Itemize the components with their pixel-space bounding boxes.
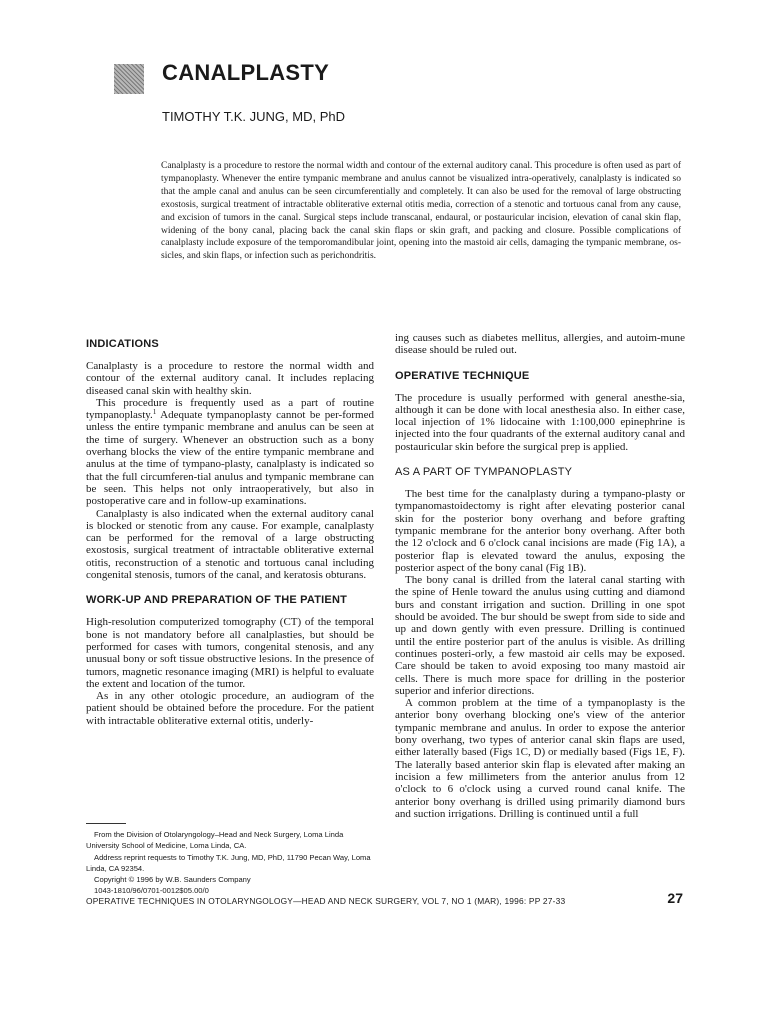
- footnote-copyright: Copyright © 1996 by W.B. Saunders Company: [94, 875, 251, 885]
- section-heading-operative-technique: OPERATIVE TECHNIQUE: [395, 369, 530, 382]
- left-column: [86, 332, 374, 727]
- subsection-heading-tympanoplasty: AS A PART OF TYMPANOPLASTY: [395, 466, 573, 479]
- footnote-divider: [86, 823, 126, 824]
- footnote-doi: 1043-1810/96/0701-0012$05.00/0: [94, 886, 209, 896]
- indications-paragraph-2-end: Adequate tympanoplasty cannot be per-formed unless the entire tympanic membrane and anulus can be seen at the time of surgery. Whenever an obstruction such as a bony overhang blocks the view of the entire tympanic membrane and anulus at the time of tympano-plasty, canalplasty is indicated so that the full circumferen-tial anulus and tympanic membrane can be seen. This helps not only intraoperatively, but also in postoperative care and in follow-up examinations.: [86, 409, 374, 508]
- workup-continuation: ing causes such as diabetes mellitus, allergies, and autoim-mune disease should be ruled out.: [395, 332, 685, 357]
- tympanoplasty-paragraph-1: The best time for the canalplasty during a tympano-plasty or tympanomastoidectomy is right after elevating posterior canal skin for the posterior bony overhang and before grafting tympanic membrane for the anterior bony overhang. After both the 12 o'clock and 6 o'clock canal incisions are made (Fig 1A), a posterior flap is elevated toward the anulus, exposing the posterior aspect of the bony canal (Fig 1B).: [395, 488, 685, 574]
- section-heading-workup: WORK-UP AND PREPARATION OF THE PATIENT: [86, 594, 348, 607]
- footnote-affiliation: From the Division of Otolaryngology–Head and Neck Surgery, Loma Linda University School of Medicine, Loma Linda, CA.: [86, 830, 344, 851]
- tympanoplasty-paragraph-3: A common problem at the time of a tympanoplasty is the anterior bony overhang blocking one's view of the anterior tympanic membrane and anulus. In order to expose the anterior bony overhang, two types of anterior canal skin flaps are used, either laterally based (Figs 1C, D) or medially based (Figs 1E, F). The laterally based anterior skin flap is elevated after making an incision a few millimeters from the anterior anulus from 12 o'clock to 6 o'clock using a curved round canal knife. The anterior bony overhang is drilled using primarily diamond burs and suction irrigations. Drilling is continued until a full: [395, 697, 685, 820]
- footnote-reprint: Address reprint requests to Timothy T.K. Jung, MD, PhD, 11790 Pecan Way, Loma Linda, CA 92354.: [86, 852, 371, 873]
- reference-marker: 1: [152, 408, 157, 417]
- footnotes: [86, 829, 378, 897]
- article-author: TIMOTHY T.K. JUNG, MD, PhD: [162, 109, 345, 124]
- workup-paragraph-2: As in any other otologic procedure, an audiogram of the patient should be obtained before the procedure. For the patient with intractable obliterative external otitis, underly-: [86, 690, 374, 727]
- section-heading-indications: INDICATIONS: [86, 338, 159, 350]
- journal-footer: OPERATIVE TECHNIQUES IN OTOLARYNGOLOGY—HEAD AND NECK SURGERY, VOL 7, NO 1 (MAR), 1996: PP 27-33: [86, 896, 566, 906]
- indications-paragraph-2: [86, 397, 374, 508]
- title-marker-square: [114, 64, 144, 94]
- article-title: CANALPLASTY: [162, 60, 330, 85]
- title-block: [114, 60, 674, 130]
- tympanoplasty-paragraph-2: The bony canal is drilled from the lateral canal starting with the spine of Henle toward the anulus using cutting and diamond burs and constant irrigation and suction. Drilling in one spot should be avoided. The bur should be swept from side to side and up and down gently with even pressure. Drilling is continued until the entire posterior part of the anulus is visible. As drilling continues posteri-orly, a few mastoid air cells may be exposed. Care should be taken to avoid exposing too many mastoid air cells. There is much more space for drilling in the posterior superior and inferior directions.: [395, 574, 685, 697]
- indications-paragraph-3: Canalplasty is also indicated when the external auditory canal is blocked or stenotic from any cause. For example, canalplasty can be performed for the removal of a large obstructing exostosis, surgical treatment of intractable obliterative external otitis, reconstruction of a stenotic and tortuous canal including congenital stenosis, tumors of the canal, and keratosis obturans.: [86, 507, 374, 582]
- operative-paragraph-1: The procedure is usually performed with general anesthe-sia, although it can be done with local anesthesia also. In either case, local injection of 1% lidocaine with 1:100,000 epinephrine is injected into the four quadrants of the external auditory canal and postauricular skin before the surgical prep is applied.: [395, 391, 685, 453]
- page-number: 27: [667, 890, 683, 906]
- abstract: Canalplasty is a procedure to restore the normal width and contour of the external auditory canal. This procedure is often used as part of tympanoplasty. Whenever the entire tympanic membrane and anulus cannot be visualized intra-operatively, canalplasty is indicated so that the ample canal and anulus can be seen circumferentially and completely. It can also be used for the removal of large obstructing exostosis, surgical treatment of intractable obliterative external otitis media, correction of a stenotic and tortuous canal from any cause, and excision of tumors in the canal. Surgical steps include transcanal, endaural, or postauricular incision, elevation of canal skin flap, widening of the bony canal, placing back the canal skin flaps or skin graft, and packing and closure. Possible complications of canalplasty include exposure of the temporomandibular joint, opening into the mastoid air cells, damaging the tympanic membrane, os-sicles, and skin flaps, or infection such as perichondritis.: [161, 161, 681, 262]
- workup-paragraph-1: High-resolution computerized tomography (CT) of the temporal bone is not mandatory before all canalplasties, but should be performed for cases with tumors, congenital stenosis, and any unusual bony or soft tissue obstructive lesions. In the presence of tumors, magnetic resonance imaging (MRI) is helpful to evaluate the extent and location of the tumor.: [86, 616, 374, 690]
- indications-paragraph-1: Canalplasty is a procedure to restore the normal width and contour of the external auditory canal. It includes replacing diseased canal skin with healthy skin.: [86, 360, 374, 397]
- right-column: [395, 332, 685, 820]
- indications-paragraph-2-start: This procedure is frequently used as a part of routine tympanoplasty.: [86, 396, 374, 422]
